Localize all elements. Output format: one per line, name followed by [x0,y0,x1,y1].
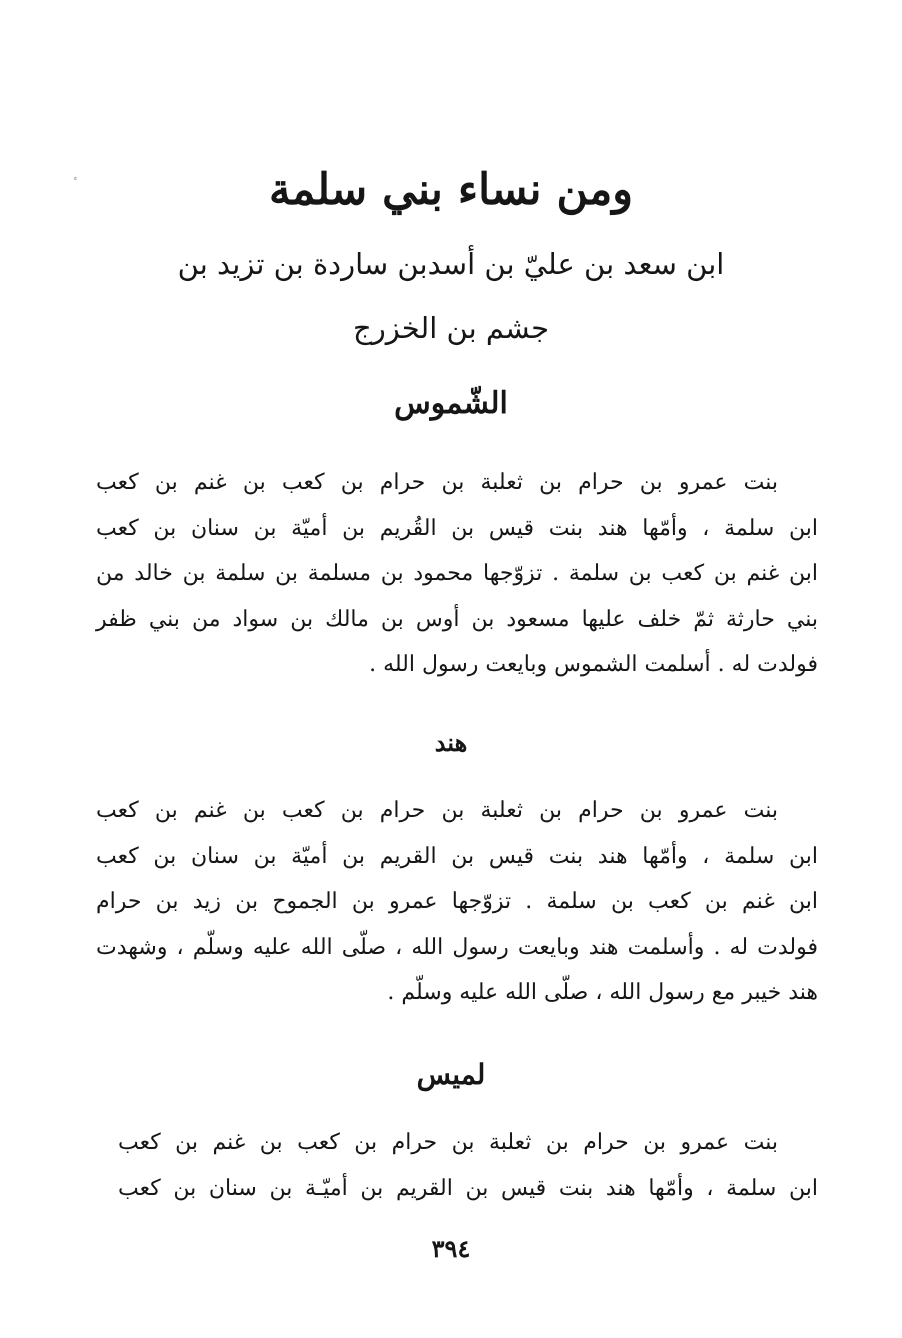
body-line: بنت عمرو بن حرام بن ثعلبة بن حرام بن كعب بن غنم بن كعب [96,798,778,823]
body-line: ابن سلمة ، وأمّها هند بنت قيس بن القُريم بن أميّة بن سنان بن كعب [96,515,818,541]
body-line: ابن سلمة ، وأمّها هند بنت قيس بن القريم بن أميّة بن سنان بن كعب [96,843,818,869]
body-line: ابن غنم بن كعب بن سلمة . تزوّجها محمود بن مسلمة بن سلمة بن خالد من [96,561,818,586]
section-body-lamis [118,1120,818,1211]
section-heading-hind: هند [434,728,468,757]
section-heading-lamis: لميس [416,1058,486,1091]
body-line: فولدت له . أسلمت الشموس وبايعت رسول الله . [369,652,818,677]
body-line: هند خيبر مع رسول الله ، صلّى الله عليه وسلّم . [387,980,818,1005]
body-line: فولدت له . وأسلمت هند وبايعت رسول الله ، صلّى الله عليه وسلّم ، وشهدت [96,934,818,960]
body-line: بنت عمرو بن حرام بن ثعلبة بن حرام بن كعب بن غنم بن كعب [118,1130,778,1155]
section-body-hind [96,788,818,1016]
section-body-shamus [96,460,818,688]
chapter-title: ومن نساء بني سلمة [268,165,634,215]
page-number: ٣٩٤ [431,1234,471,1263]
subtitle-line: جشم بن الخزرج [352,311,550,345]
body-line: بنت عمرو بن حرام بن ثعلبة بن حرام بن كعب بن غنم بن كعب [96,470,778,495]
body-line: ابن غنم بن كعب بن سلمة . تزوّجها عمرو بن الجموح بن زيد بن حرام [96,889,818,914]
subtitle-line: ابن سعد بن عليّ بن أسدبن ساردة بن تزيد بن [177,247,725,281]
body-line: بني حارثة ثمّ خلف عليها مسعود بن أوس بن مالك بن سواد من بني ظفر [96,606,818,632]
section-heading-shamus: الشّموس [394,386,508,421]
body-line: ابن سلمة ، وأمّها هند بنت قيس بن القريم بن أميّـة بن سنان بن كعب [118,1175,818,1201]
chapter-subtitle [150,232,752,360]
